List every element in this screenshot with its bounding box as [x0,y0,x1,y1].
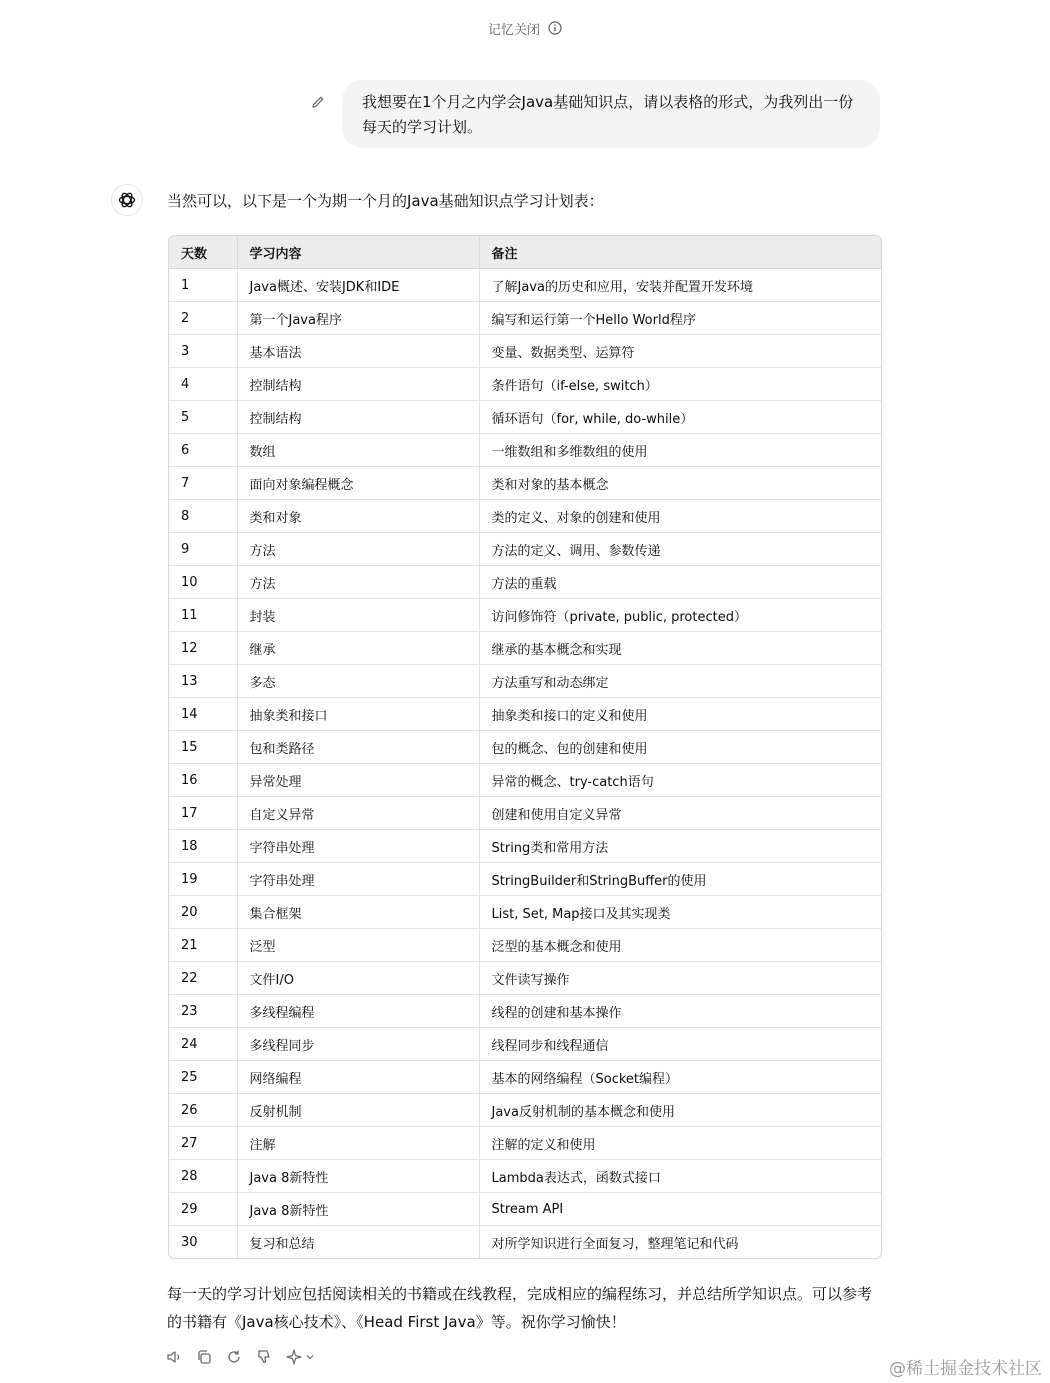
day-cell: 26 [169,1094,237,1127]
content-cell: 抽象类和接口 [237,698,479,731]
notes-cell: 对所学知识进行全面复习，整理笔记和代码 [491,1236,739,1252]
day-cell: 30 [169,1226,237,1259]
day-cell: 25 [169,1061,237,1094]
day-cell: 18 [169,830,237,863]
assistant-avatar [111,184,143,216]
table-row [169,401,881,434]
content-cell: 注解 [237,1127,479,1160]
notes-cell: 一维数组和多维数组的使用 [479,434,881,467]
notes-cell: 编写和运行第一个Hello World程序 [479,302,881,335]
notes-cell: String类和常用方法 [479,830,881,863]
content-cell: 控制结构 [237,368,479,401]
table-row [169,302,881,335]
notes-cell: Java反射机制的基本概念和使用 [479,1094,881,1127]
user-message-bubble: 我想要在1个月之内学会Java基础知识点，请以表格的形式，为我列出一份每天的学习计划。 [342,80,880,148]
thumbs-down-icon [255,1348,273,1366]
table-row [169,500,881,533]
notes-cell: 方法的重载 [479,566,881,599]
day-cell: 1 [169,269,237,302]
notes-cell: 注解的定义和使用 [479,1127,881,1160]
content-cell: 字符串处理 [237,863,479,896]
notes-cell: 方法的定义、调用、参数传递 [479,533,881,566]
table-row [169,434,881,467]
table-row [169,1028,881,1061]
table-row [169,830,881,863]
notes-cell: 继承的基本概念和实现 [479,632,881,665]
table-row [169,632,881,665]
day-cell: 2 [169,302,237,335]
content-cell: 方法 [237,533,479,566]
speaker-icon [165,1348,183,1366]
table-row [169,269,881,302]
day-cell: 16 [169,764,237,797]
notes-cell: 了解Java的历史和应用，安装并配置开发环境 [479,269,881,302]
table-row [169,1094,881,1127]
day-cell: 13 [169,665,237,698]
table-row [169,962,881,995]
table-row [169,797,881,830]
edit-pencil-icon[interactable] [310,94,326,110]
content-cell: 异常处理 [237,764,479,797]
day-cell: 20 [169,896,237,929]
day-cell: 23 [169,995,237,1028]
table-row [169,764,881,797]
table-header-row [169,236,881,269]
content-cell: Java 8新特性 [237,1160,479,1193]
day-cell: 22 [169,962,237,995]
assistant-closing: 每一天的学习计划应包括阅读相关的书籍或在线教程，完成相应的编程练习，并总结所学知识点。可以参考的书籍有《Java核心技术》、《Head First Java》等。祝你学习愉快！ [167,1285,873,1331]
day-cell: 14 [169,698,237,731]
memory-status-label: 记忆关闭 [487,22,540,38]
content-cell: 反射机制 [237,1094,479,1127]
day-cell: 17 [169,797,237,830]
table-row [169,896,881,929]
table-row [169,863,881,896]
notes-cell: 抽象类和接口的定义和使用 [479,698,881,731]
message-actions [165,1348,315,1366]
content-cell: 类和对象 [237,500,479,533]
notes-cell: Stream API [479,1193,881,1226]
content-cell: 多线程同步 [237,1028,479,1061]
notes-cell: 访问修饰符（private, public, protected） [479,599,881,632]
content-cell: 自定义异常 [237,797,479,830]
day-cell: 3 [169,335,237,368]
day-cell: 6 [169,434,237,467]
thumbs-down-button[interactable] [255,1348,273,1366]
notes-cell: 创建和使用自定义异常 [479,797,881,830]
notes-cell: 变量、数据类型、运算符 [479,335,881,368]
day-cell: 19 [169,863,237,896]
notes-cell: Lambda表达式，函数式接口 [479,1160,881,1193]
table-row [169,335,881,368]
content-cell: 基本语法 [237,335,479,368]
header-day: 天数 [169,236,237,269]
read-aloud-button[interactable] [165,1348,183,1366]
change-model-button[interactable] [285,1348,303,1366]
notes-cell: List, Set, Map接口及其实现类 [479,896,881,929]
table-row [169,698,881,731]
chevron-down-icon[interactable] [305,1352,315,1362]
day-cell: 4 [169,368,237,401]
day-cell: 11 [169,599,237,632]
content-cell: 包和类路径 [237,731,479,764]
content-cell: 多态 [237,665,479,698]
content-cell: 面向对象编程概念 [237,467,479,500]
content-cell: 多线程编程 [237,995,479,1028]
day-cell: 8 [169,500,237,533]
table-row [169,599,881,632]
content-cell: 网络编程 [237,1061,479,1094]
notes-cell: 线程的创建和基本操作 [479,995,881,1028]
content-cell: 封装 [237,599,479,632]
regenerate-icon [225,1348,243,1366]
day-cell: 28 [169,1160,237,1193]
table-row [169,1226,881,1259]
table-row [169,1193,881,1226]
table-row [169,995,881,1028]
content-cell: 复习和总结 [237,1226,479,1259]
day-cell: 27 [169,1127,237,1160]
content-cell: 控制结构 [237,401,479,434]
content-cell: 继承 [237,632,479,665]
content-cell: Java 8新特性 [237,1193,479,1226]
table-row [169,1127,881,1160]
notes-cell: StringBuilder和StringBuffer的使用 [479,863,881,896]
day-cell: 21 [169,929,237,962]
day-cell: 24 [169,1028,237,1061]
info-icon[interactable] [548,21,562,35]
content-cell: 泛型 [237,929,479,962]
notes-cell: 线程同步和线程通信 [479,1028,881,1061]
content-cell: 数组 [237,434,479,467]
notes-cell: 方法重写和动态绑定 [479,665,881,698]
table-row [169,665,881,698]
notes-cell: 泛型的基本概念和使用 [479,929,881,962]
notes-cell: 基本的网络编程（Socket编程） [479,1061,881,1094]
sparkle-icon [285,1348,303,1366]
notes-cell: 条件语句（if-else, switch） [479,368,881,401]
content-cell: 集合框架 [237,896,479,929]
table-row [169,566,881,599]
table-row [169,533,881,566]
table-row [169,1160,881,1193]
day-cell: 7 [169,467,237,500]
content-cell: 文件I/O [237,962,479,995]
table-row [169,929,881,962]
openai-logo-icon [117,190,137,210]
content-cell: 第一个Java程序 [237,302,479,335]
copy-button[interactable] [195,1348,213,1366]
header-content: 学习内容 [237,236,479,269]
day-cell: 29 [169,1193,237,1226]
notes-cell: 循环语句（for, while, do-while） [479,401,881,434]
table-row [169,467,881,500]
watermark: @稀土掘金技术社区 [889,1359,1042,1379]
study-plan-table [168,235,882,1259]
regenerate-button[interactable] [225,1348,243,1366]
table-row [169,368,881,401]
notes-cell: 文件读写操作 [479,962,881,995]
day-cell: 5 [169,401,237,434]
notes-cell: 包的概念、包的创建和使用 [479,731,881,764]
table-row [169,731,881,764]
day-cell: 9 [169,533,237,566]
table-row [169,1061,881,1094]
assistant-intro: 当然可以，以下是一个为期一个月的Java基础知识点学习计划表： [167,192,604,210]
notes-cell: 类和对象的基本概念 [479,467,881,500]
copy-icon [195,1348,213,1366]
day-cell: 10 [169,566,237,599]
content-cell: Java概述、安装JDK和IDE [237,269,479,302]
memory-status[interactable] [0,18,1050,38]
content-cell: 字符串处理 [237,830,479,863]
notes-cell: 异常的概念、try-catch语句 [479,764,881,797]
day-cell: 12 [169,632,237,665]
notes-cell: 类的定义、对象的创建和使用 [479,500,881,533]
header-notes: 备注 [479,236,881,269]
content-cell: 方法 [237,566,479,599]
day-cell: 15 [169,731,237,764]
